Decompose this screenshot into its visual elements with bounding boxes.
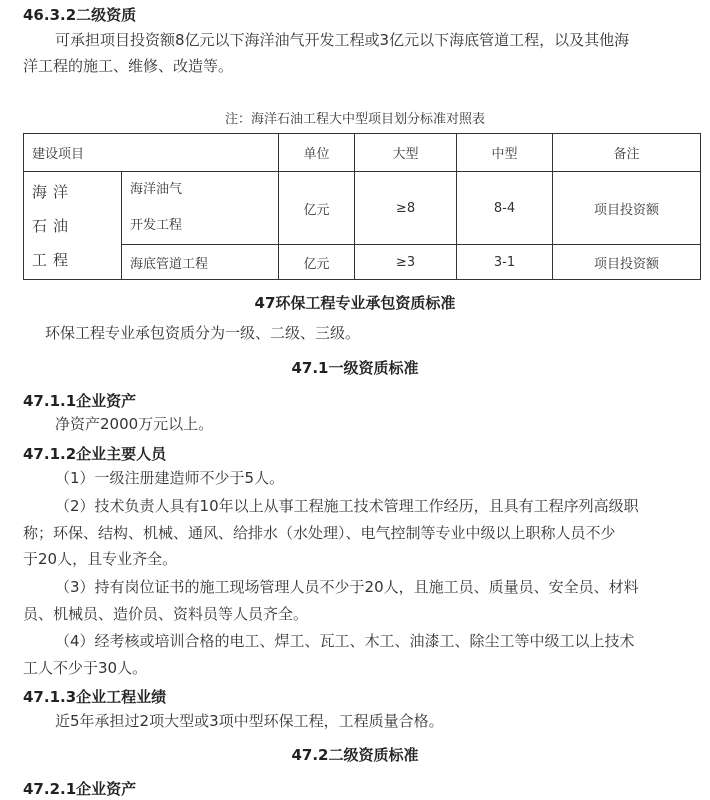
category-line: 工程 [32, 250, 75, 269]
category-line: 海洋 [32, 182, 75, 201]
large-cell: ≥3 [355, 245, 457, 280]
remark-cell: 项目投资额 [553, 172, 701, 245]
paragraph-line: 洋工程的施工、维修、改造等。 [23, 57, 234, 75]
item-line: 海洋油气 [130, 182, 183, 197]
unit-cell: 亿元 [279, 245, 355, 280]
subsection-title-47-2-1: 47.2.1企业资产 [23, 780, 137, 798]
category-cell [24, 172, 122, 280]
table-header-row [24, 134, 701, 172]
paragraph-line: 净资产2000万元以上。 [55, 415, 214, 433]
section-title-47-1: 47.1一级资质标准 [291, 359, 419, 377]
chapter-title-47: 47环保工程专业承包资质标准 [254, 294, 456, 312]
project-size-table [23, 133, 701, 280]
table-caption: 注：海洋石油工程大中型项目划分标准对照表 [224, 112, 485, 127]
table-row [24, 172, 701, 245]
list-item: （2）技术负责人具有10年以上从事工程施工技术管理工作经历，且具有工程序列高级职 [55, 497, 639, 515]
list-item-continued: 员、机械员、造价员、资料员等人员齐全。 [23, 605, 309, 623]
medium-cell: 8-4 [457, 172, 553, 245]
item-line: 开发工程 [130, 218, 183, 233]
header-cell: 单位 [279, 134, 355, 172]
header-cell: 备注 [553, 134, 701, 172]
paragraph-line: 近5年承担过2项大型或3项中型环保工程，工程质量合格。 [55, 712, 444, 730]
item-cell: 海底管道工程 [122, 245, 279, 280]
subsection-title-47-1-2: 47.1.2企业主要人员 [23, 445, 167, 463]
table-row [24, 245, 701, 280]
list-item: （4）经考核或培训合格的电工、焊工、瓦工、木工、油漆工、除尘工等中级工以上技术 [55, 632, 635, 650]
section-title-47-2: 47.2二级资质标准 [291, 746, 419, 764]
list-item-continued: 于20人，且专业齐全。 [23, 550, 178, 568]
paragraph-line: 环保工程专业承包资质分为一级、二级、三级。 [45, 324, 361, 342]
subsection-title-47-1-1: 47.1.1企业资产 [23, 392, 137, 410]
section-heading-46-3-2: 46.3.2二级资质 [23, 6, 137, 24]
paragraph-line: 可承担项目投资额8亿元以下海洋油气开发工程或3亿元以下海底管道工程，以及其他海 [55, 31, 630, 49]
list-item-continued: 称；环保、结构、机械、通风、给排水（水处理）、电气控制等专业中级以上职称人员不少 [23, 524, 616, 542]
item-cell [122, 172, 279, 245]
subsection-title-47-1-3: 47.1.3企业工程业绩 [23, 688, 167, 706]
list-item: （3）持有岗位证书的施工现场管理人员不少于20人，且施工员、质量员、安全员、材料 [55, 578, 639, 596]
header-cell: 大型 [355, 134, 457, 172]
remark-cell: 项目投资额 [553, 245, 701, 280]
unit-cell: 亿元 [279, 172, 355, 245]
header-cell: 中型 [457, 134, 553, 172]
medium-cell: 3-1 [457, 245, 553, 280]
list-item: （1）一级注册建造师不少于5人。 [55, 469, 285, 487]
list-item-continued: 工人不少于30人。 [23, 659, 148, 677]
large-cell: ≥8 [355, 172, 457, 245]
header-cell: 建设项目 [24, 134, 279, 172]
category-line: 石油 [32, 216, 75, 235]
